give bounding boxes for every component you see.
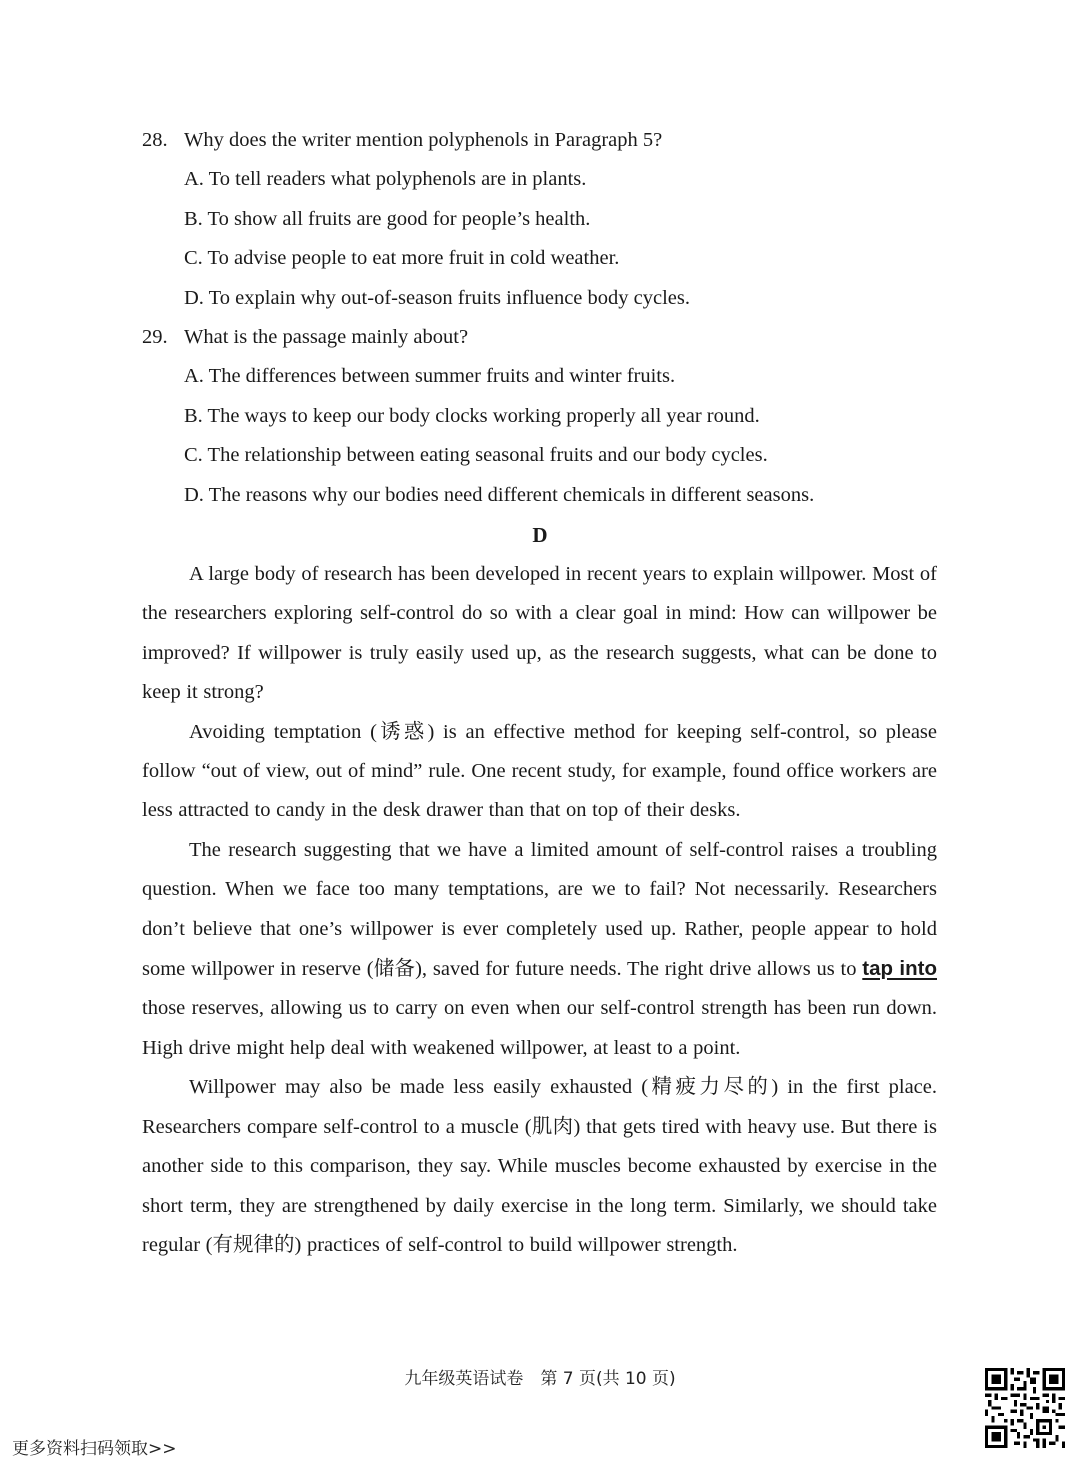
question-stem xyxy=(142,318,942,357)
question-stem xyxy=(142,121,942,160)
question-text: Why does the writer mention polyphenols in Paragraph 5? xyxy=(184,129,663,151)
page-footer: 九年级英语试卷 第 7 页(共 10 页) xyxy=(404,1369,676,1389)
option-b: B. To show all fruits are good for people’s health. xyxy=(184,207,591,230)
question-29 xyxy=(142,318,942,515)
paragraph-3-text-before: The research suggesting that we have a limited amount of self-control raises a troubling question. When we face too many temptations, are we to fail? Not necessarily. Researchers don’t believe that one’s willpower is ever completely used up. Rather, people appear to hold some willpower in reserve (储备), saved for future needs. The right drive allows us to xyxy=(142,838,937,981)
question-text: What is the passage mainly about? xyxy=(184,326,469,349)
option-b: B. The ways to keep our body clocks working properly all year round. xyxy=(184,404,760,427)
option-d: D. The reasons why our bodies need different chemicals in different seasons. xyxy=(184,483,815,506)
option-c: C. To advise people to eat more fruit in cold weather. xyxy=(184,247,620,270)
option-d: D. To explain why out-of-season fruits influence body cycles. xyxy=(184,286,691,309)
promo-link[interactable]: 更多资料扫码领取>> xyxy=(12,1439,177,1459)
option-a: A. To tell readers what polyphenols are in plants. xyxy=(184,168,587,191)
paragraph-3-text-after: those reserves, allowing us to carry on even when our self-control strength has been run down. High drive might help deal with weakened willpower, at least to a point. xyxy=(142,997,937,1059)
qr-code-icon[interactable] xyxy=(985,1368,1065,1448)
question-number: 28. xyxy=(142,129,168,151)
paragraph-2: Avoiding temptation (诱惑) is an effective method for keeping self-control, so please follow “out of view, out of mind” rule. One recent study, for example, found office workers are less attracted to candy in the desk drawer than that on top of their desks. xyxy=(142,720,937,822)
question-number: 29. xyxy=(142,326,168,349)
underlined-phrase: tap into xyxy=(862,957,937,981)
paragraph-3 xyxy=(142,831,937,1068)
question-28 xyxy=(142,121,942,318)
option-a: A. The differences between summer fruits and winter fruits. xyxy=(184,365,676,388)
paragraph-1: A large body of research has been developed in recent years to explain willpower. Most of the researchers exploring self-control do so with a clear goal in mind: How can willpower be improved? If willpower is truly easily used up, as the research suggests, what can be done to keep it strong? xyxy=(142,563,937,704)
paragraph-4: Willpower may also be made less easily exhausted (精疲力尽的) in the first place. Researchers compare self-control to a muscle (肌肉) that gets tired with heavy use. But there is another side to this comparison, they say. While muscles become exhausted by exercise in the short term, they are strengthened by daily exercise in the long term. Similarly, we should take regular (有规律的) practices of self-control to build willpower strength. xyxy=(142,1076,937,1256)
question-block xyxy=(142,121,942,515)
reading-passage xyxy=(142,555,937,1265)
section-title: D xyxy=(532,523,548,547)
option-c: C. The relationship between eating seasonal fruits and our body cycles. xyxy=(184,444,768,467)
